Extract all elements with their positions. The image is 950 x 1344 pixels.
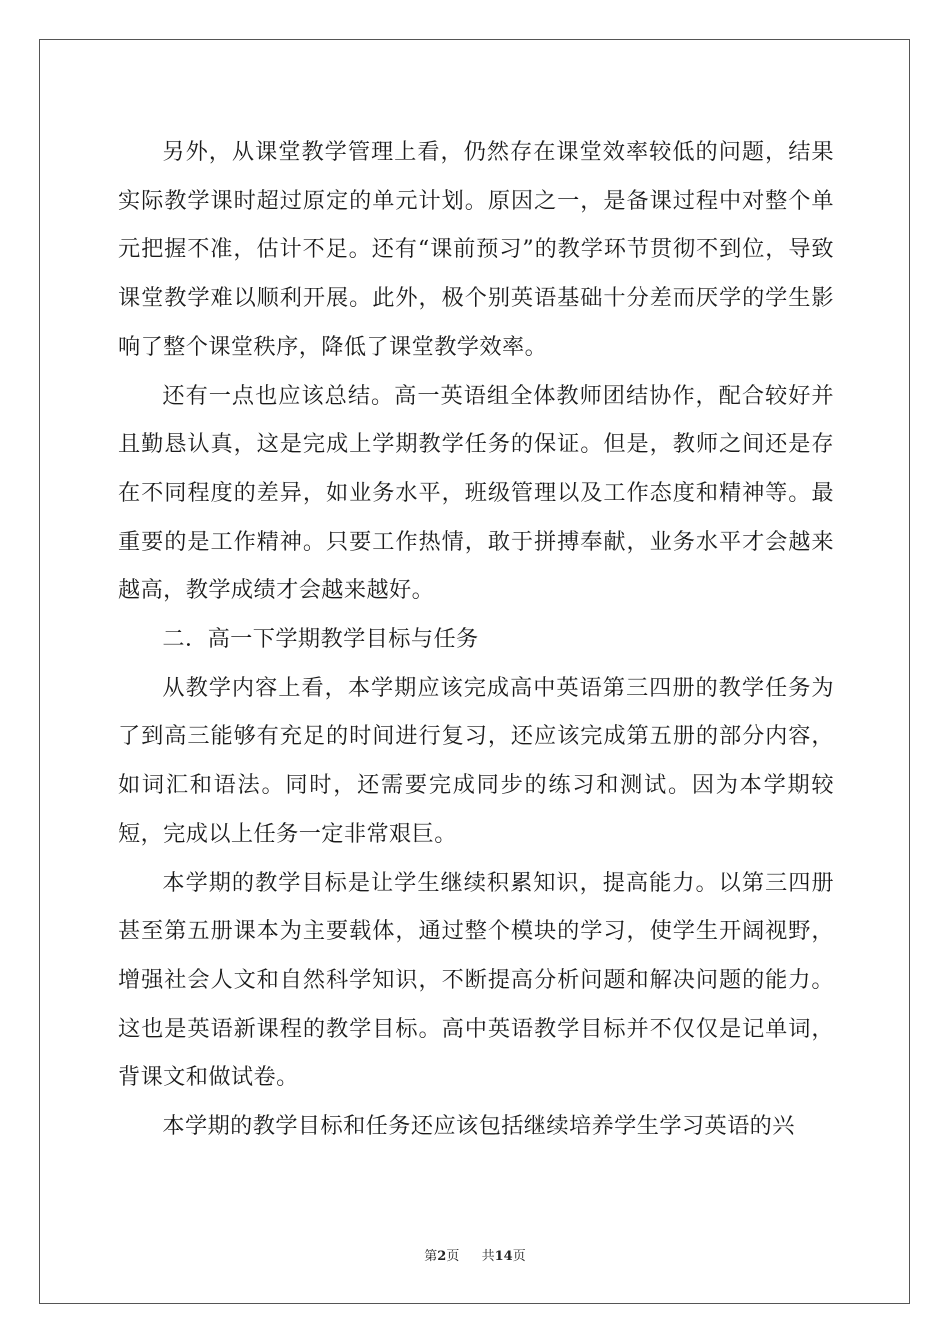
paragraph-5: 本学期的教学目标和任务还应该包括继续培养学生学习英语的兴 xyxy=(162,1113,795,1140)
page-prefix: 第 xyxy=(424,1249,438,1264)
section-heading: 二．高一下学期教学目标与任务 xyxy=(162,626,479,653)
paragraph-2: 还有一点也应该总结。高一英语组全体教师团结协作，配合较好并且勤恳认真，这是完成上学期教学任务的保证。但是，教师之间还是存在不同程度的差异，如业务水平，班级管理以及工作态度和精神等。最重要的是工作精神。只要工作热情，敢于拼搏奉献，业务水平才会越来越高，教学成绩才会越来越好。 xyxy=(118,382,834,604)
total-prefix: 共 xyxy=(481,1249,495,1264)
paragraph-1: 另外，从课堂教学管理上看，仍然存在课堂效率较低的问题，结果实际教学课时超过原定的单元计划。原因之一，是备课过程中对整个单元把握不准，估计不足。还有“课前预习”的教学环节贯彻不到位，导致课堂教学难以顺利开展。此外，极个别英语基础十分差而厌学的学生影响了整个课堂秩序，降低了课堂教学效率。 xyxy=(118,139,834,360)
total-pages: 14 xyxy=(494,1249,513,1264)
document-body xyxy=(118,128,834,1151)
total-indicator xyxy=(482,1245,526,1264)
total-suffix: 页 xyxy=(512,1249,526,1264)
page-footer xyxy=(0,1245,950,1264)
page-suffix: 页 xyxy=(446,1249,460,1264)
paragraph-4: 本学期的教学目标是让学生继续积累知识，提高能力。以第三四册甚至第五册课本为主要载体，通过整个模块的学习，使学生开阔视野，增强社会人文和自然科学知识，不断提高分析问题和解决问题的能力。这也是英语新课程的教学目标。高中英语教学目标并不仅仅是记单词，背课文和做试卷。 xyxy=(118,869,834,1091)
paragraph-3: 从教学内容上看，本学期应该完成高中英语第三四册的教学任务为了到高三能够有充足的时间进行复习，还应该完成第五册的部分内容，如词汇和语法。同时，还需要完成同步的练习和测试。因为本学期较短，完成以上任务一定非常艰巨。 xyxy=(118,674,834,847)
page-indicator xyxy=(424,1245,459,1264)
page-number: 2 xyxy=(437,1249,447,1264)
